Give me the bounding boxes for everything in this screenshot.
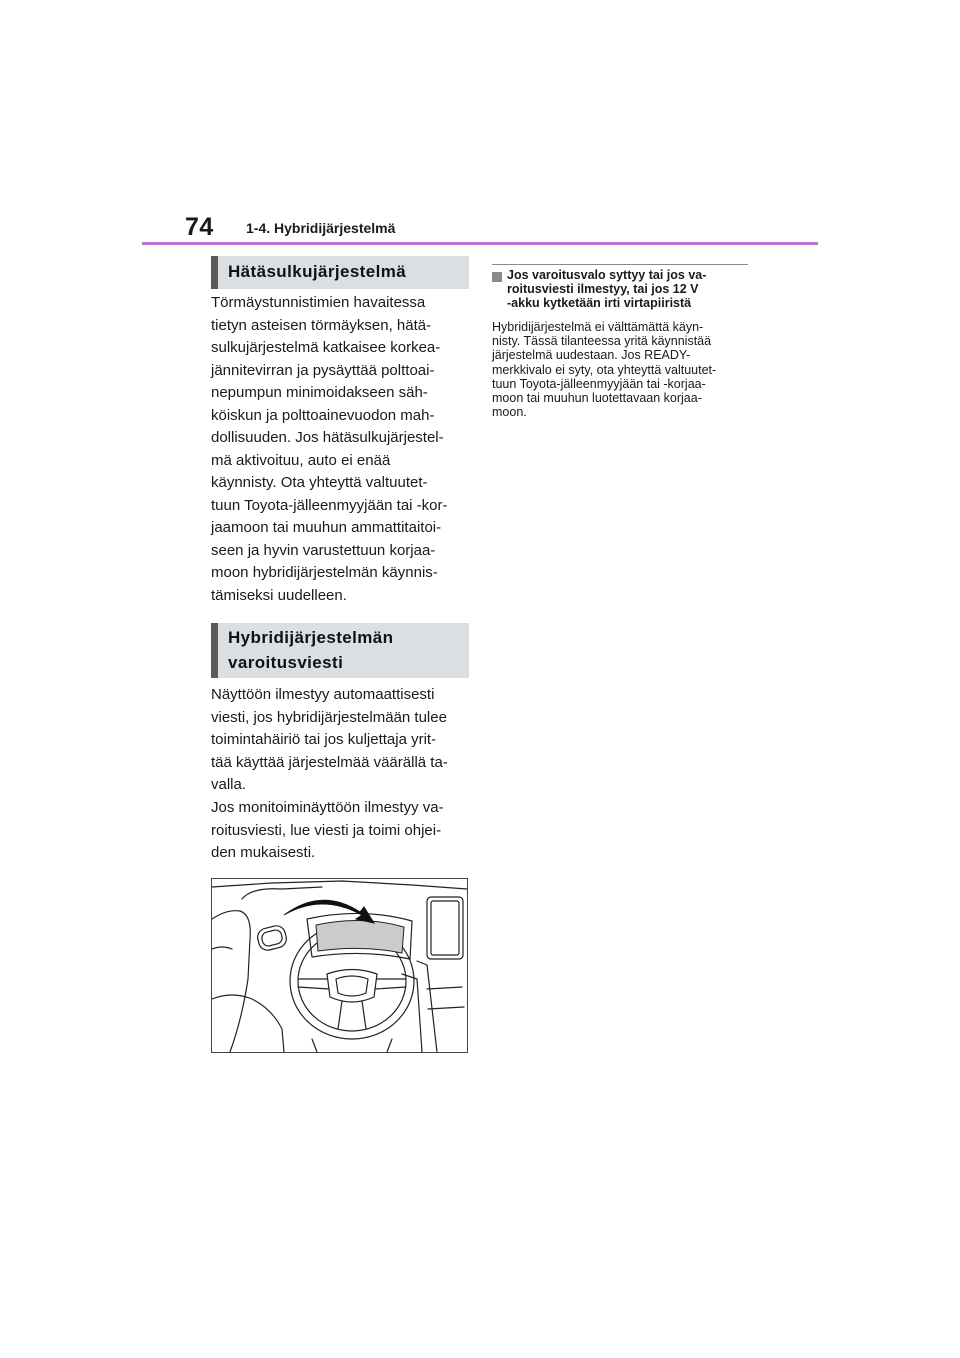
sidebar-heading [507,268,757,310]
sidebar-divider [492,264,748,265]
section-heading-emergency-shutoff: Hätäsulkujärjestelmä [211,256,469,289]
chapter-title: 1-4. Hybridijärjestelmä [246,220,396,236]
heading-line: -akku kytketään irti virtapiiristä [507,296,692,310]
text-line: jännitevirran ja pysäyttää polttoai- [211,361,435,379]
text-line: mä aktivoituu, auto ei enää [211,451,391,469]
text-line: Jos monitoiminäyttöön ilmestyy va- [211,799,444,816]
text-line: toimintahäiriö tai jos kuljettaja yrit- [211,731,437,748]
text-line: nepumpun minimoidakseen säh- [211,384,428,401]
heading-line: roitusviesti ilmestyy, tai jos 12 V [507,282,699,296]
header-divider [142,242,818,245]
text-line: Törmäystunnistimien havaitessa [211,294,426,311]
text-line: valla. [211,776,247,793]
emergency-shutoff-paragraph [211,292,471,607]
text-line: Näyttöön ilmestyy automaattisesti [211,686,435,703]
text-line: den mukaisesti. [211,844,316,861]
text-line: moon hybridijärjestelmän käynnis- [211,564,438,581]
text-line: merkkivalo ei syty, ota yhteyttä valtuutet- [492,362,717,377]
sidebar-paragraph [492,320,762,419]
text-line: seen ja hyvin varustettuun korjaa- [211,541,436,559]
text-line: dollisuuden. Jos hätäsulkujärjestel- [211,429,444,446]
heading-line: Hybridijärjestelmän [228,628,394,647]
text-line: köiskun ja polttoainevuodon mah- [211,406,435,424]
section-heading-hybrid-warning [211,623,469,678]
text-line: Hybridijärjestelmä ei välttämättä käyn- [492,320,704,334]
text-line: moon tai muuhun luotettavaan korjaa- [492,391,702,406]
text-line: järjestelmä uudestaan. Jos READY- [492,348,691,363]
hybrid-warning-paragraph-2 [211,797,471,865]
text-line: nisty. Tässä tilanteessa yritä käynnistää [492,334,712,349]
text-line: sulkujärjestelmä katkaisee korkea- [211,339,441,356]
heading-line: varoitusviesti [228,653,344,672]
text-line: tuun Toyota-jälleenmyyjään tai -korjaa- [492,376,706,391]
text-line: viesti, jos hybridijärjestelmään tulee [211,708,447,726]
text-line: käynnisty. Ota yhteyttä valtuutet- [211,474,428,491]
text-line: moon. [492,405,527,420]
text-line: tämiseksi uudelleen. [211,586,347,604]
text-line: tietyn asteisen törmäyksen, hätä- [211,316,432,334]
text-line: tuun Toyota-jälleenmyyjään tai -kor- [211,496,448,514]
text-line: roitusviesti, lue viesti ja toimi ohjei- [211,821,442,839]
dashboard-illustration [211,878,468,1053]
hybrid-warning-paragraph-1 [211,684,471,797]
text-line: jaamoon tai muuhun ammattitaitoi- [211,519,442,536]
page-number: 74 [185,213,214,241]
square-bullet-icon [492,272,502,282]
text-line: tää käyttää järjestelmää väärällä ta- [211,753,448,771]
steering-wheel-illustration [212,879,467,1052]
heading-line: Jos varoitusvalo syttyy tai jos va- [507,268,707,282]
